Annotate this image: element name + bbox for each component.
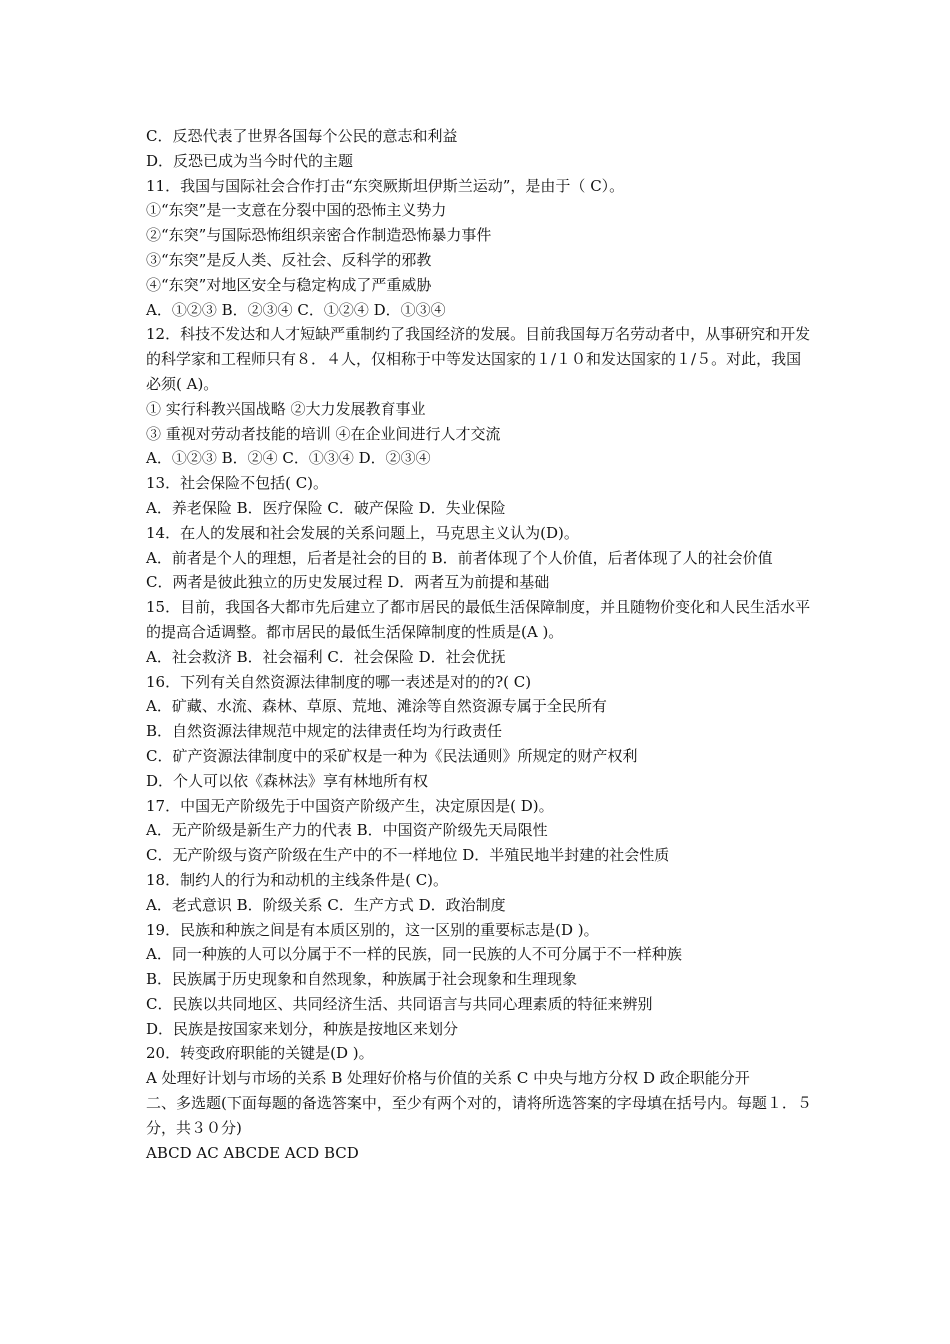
- text-line: D．民族是按国家来划分，种族是按地区来划分: [146, 1019, 459, 1038]
- answer-options: C．两者是彼此独立的历史发展过程 D．两者互为前提和基础: [146, 573, 550, 592]
- answer-options: A．前者是个人的理想，后者是社会的目的 B．前者体现了个人价值，后者体现了人的社会价值: [146, 548, 773, 567]
- question-19: 19．民族和种族之间是有本质区别的，这一区别的重要标志是(D )。: [146, 920, 599, 939]
- text-line: ① 实行科教兴国战略 ②大力发展教育事业: [146, 399, 426, 418]
- text-line: B．民族属于历史现象和自然现象，种族属于社会现象和生理现象: [146, 970, 578, 989]
- text-line: C．反恐代表了世界各国每个公民的意志和利益: [146, 127, 458, 145]
- question-18: 18．制约人的行为和动机的主线条件是( C)。: [146, 870, 449, 889]
- answer-options: A．①②③ B．②④ C．①③④ D．②③④: [146, 449, 431, 468]
- question-13: 13．社会保险不包括( C)。: [146, 474, 329, 493]
- question-14: 14．在人的发展和社会发展的关系问题上，马克思主义认为(D)。: [146, 523, 579, 542]
- text-line: ④“东突”对地区安全与稳定构成了严重威胁: [146, 275, 432, 294]
- question-11: 11．我国与国际社会合作打击“东突厥斯坦伊斯兰运动”，是由于（ C）。: [146, 176, 625, 195]
- text-line: B．自然资源法律规范中规定的法律责任均为行政责任: [146, 722, 503, 741]
- text-line: A．同一种族的人可以分属于不一样的民族，同一民族的人不可分属于不一样种族: [146, 945, 682, 964]
- question-12: 12．科技不发达和人才短缺严重制约了我国经济的发展。目前我国每万名劳动者中，从事研究和开发的科学家和工程师只有８．４人，仅相称于中等发达国家的１/１０和发达国家的１/５。对此，我国必须( A)。: [146, 325, 811, 393]
- text-line: ②“东突”与国际恐怖组织亲密合作制造恐怖暴力事件: [146, 226, 492, 245]
- document-body: [146, 124, 814, 1165]
- text-line: ③ 重视对劳动者技能的培训 ④在企业间进行人才交流: [146, 424, 501, 443]
- text-line: C．民族以共同地区、共同经济生活、共同语言与共同心理素质的特征来辨别: [146, 994, 653, 1013]
- section-heading: 二、多选题(下面每题的备选答案中，至少有两个对的，请将所选答案的字母填在括号内。每题１．５分，共３０分): [146, 1094, 812, 1137]
- answer-options: A．老式意识 B．阶级关系 C．生产方式 D．政治制度: [146, 895, 506, 914]
- answer-options: A．①②③ B．②③④ C．①②④ D．①③④: [146, 300, 446, 319]
- answer-key: ABCD AC ABCDE ACD BCD: [146, 1143, 359, 1162]
- text-line: ③“东突”是反人类、反社会、反科学的邪教: [146, 250, 432, 269]
- answer-options: A．无产阶级是新生产力的代表 B．中国资产阶级先天局限性: [146, 821, 548, 840]
- text-line: D．反恐已成为当今时代的主题: [146, 151, 354, 170]
- text-line: D．个人可以依《森林法》享有林地所有权: [146, 771, 429, 790]
- question-15: 15．目前，我国各大都市先后建立了都市居民的最低生活保障制度，并且随物价变化和人民生活水平的提高合适调整。都市居民的最低生活保障制度的性质是(A )。: [146, 598, 811, 641]
- text-line: A．矿藏、水流、森林、草原、荒地、滩涂等自然资源专属于全民所有: [146, 697, 607, 716]
- question-17: 17．中国无产阶级先于中国资产阶级产生，决定原因是( D)。: [146, 796, 554, 815]
- text-line: ①“东突”是一支意在分裂中国的恐怖主义势力: [146, 201, 447, 220]
- text-line: C．矿产资源法律制度中的采矿权是一种为《民法通则》所规定的财产权利: [146, 746, 638, 765]
- question-16: 16．下列有关自然资源法律制度的哪一表述是对的的?( C): [146, 672, 532, 691]
- question-20: 20．转变政府职能的关键是(D )。: [146, 1044, 374, 1063]
- answer-options: A．社会救济 B．社会福利 C．社会保险 D．社会优抚: [146, 647, 506, 666]
- answer-options: A 处理好计划与市场的关系 B 处理好价格与价值的关系 C 中央与地方分权 D 政企职能分开: [146, 1069, 750, 1088]
- answer-options: A．养老保险 B．医疗保险 C．破产保险 D．失业保险: [146, 498, 506, 517]
- answer-options: C．无产阶级与资产阶级在生产中的不一样地位 D．半殖民地半封建的社会性质: [146, 846, 670, 865]
